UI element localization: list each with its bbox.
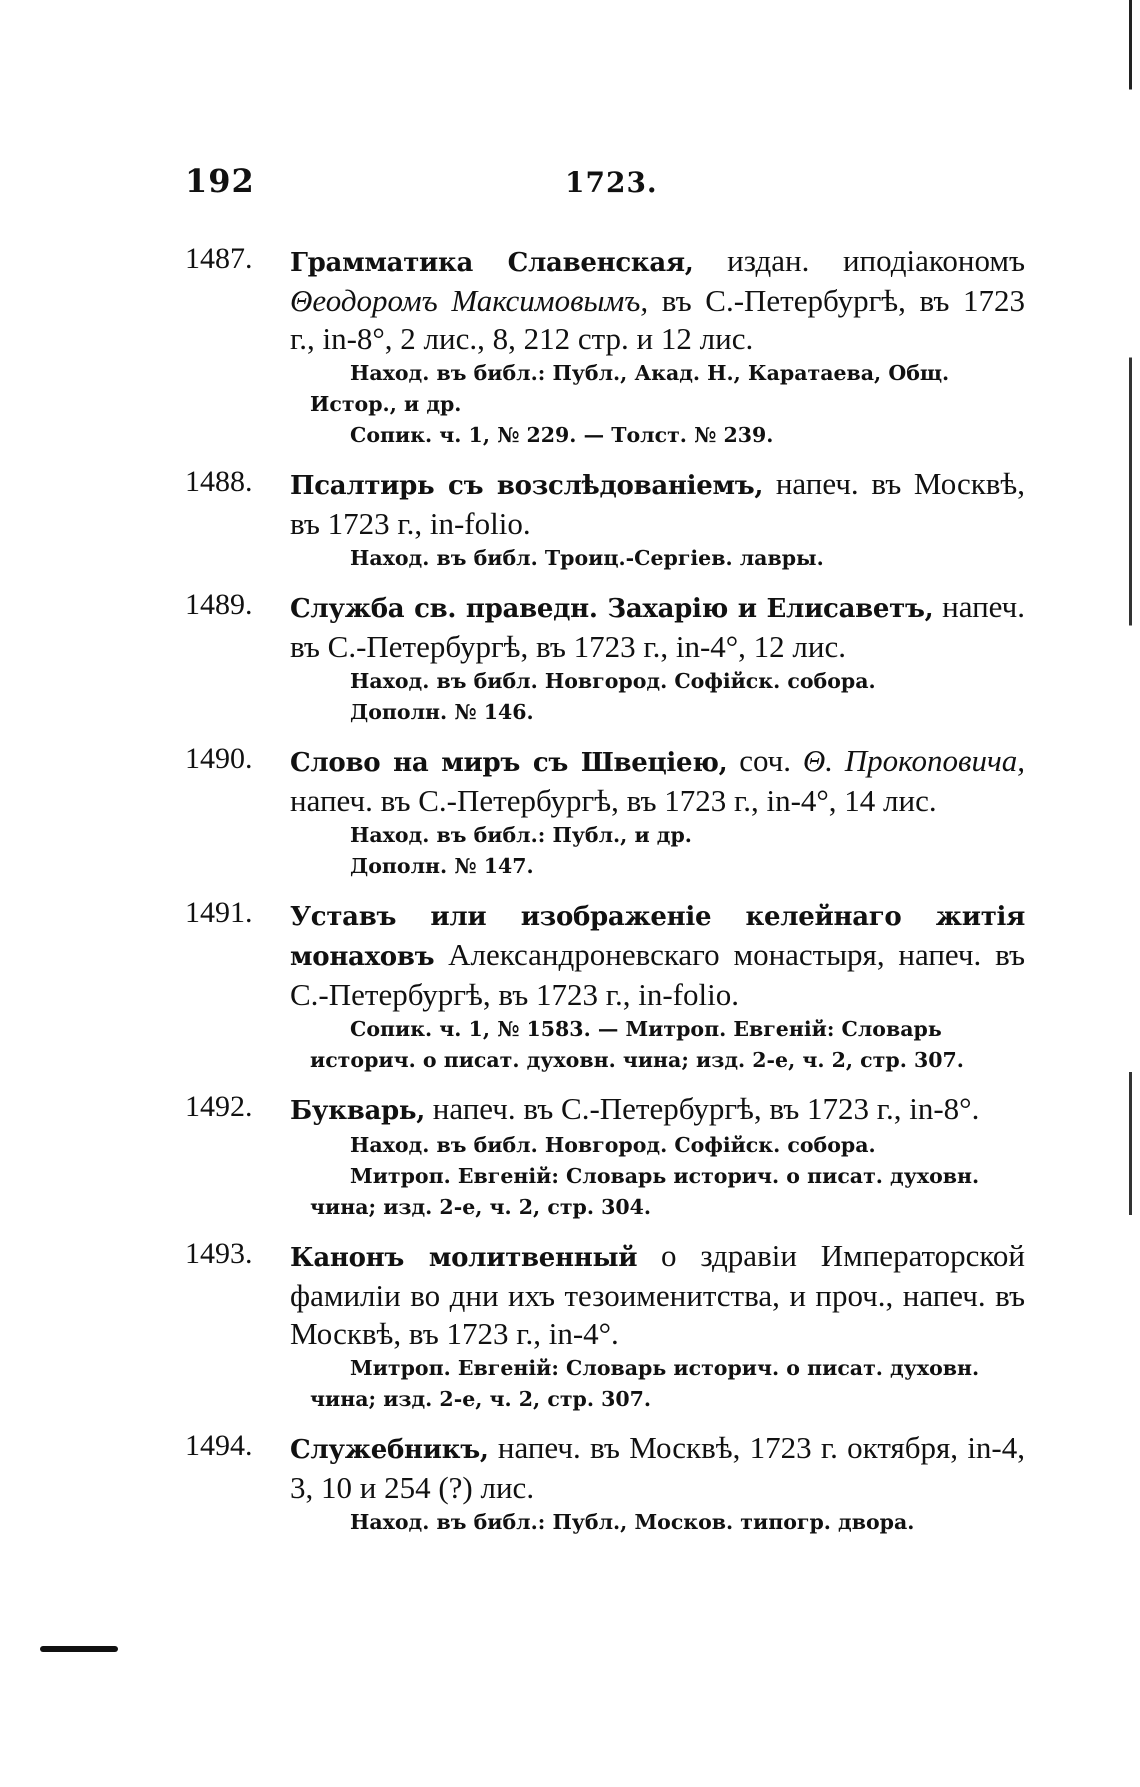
entry-body (290, 742, 1025, 820)
note-continuation: историч. о писат. духовн. чина; изд. 2-е, ч. 2, стр. 307. (310, 1048, 964, 1072)
entry-body (290, 1237, 1025, 1353)
entry-note (310, 1014, 1025, 1076)
entry-number: 1487. (185, 242, 253, 275)
entry-title: Канонъ молитвенный (290, 1243, 638, 1273)
entry-note (350, 666, 1025, 697)
note-continuation: Истор., и др. (310, 392, 462, 416)
entry-text: Александроневскаго монастыря, напеч. въ С.-Петербургѣ, въ 1723 г., in-folio. (290, 937, 1025, 1012)
bibliography-entry (185, 1429, 1025, 1538)
bibliography-list (185, 242, 1025, 1552)
running-year: 1723. (565, 166, 658, 199)
bibliography-entry (185, 465, 1025, 574)
entry-title: Букварь, (290, 1096, 426, 1126)
entry-note (350, 820, 1025, 851)
bibliography-entry (185, 242, 1025, 451)
bibliography-entry (185, 742, 1025, 882)
entry-number: 1493. (185, 1237, 253, 1270)
entry-text: о здравіи Императорской фамиліи во дни ихъ тезоименитства, и проч., напеч. въ Москвѣ, въ 1723 г., in-4°. (290, 1238, 1026, 1351)
note-text: Митроп. Евгеній: Словарь историч. о писат. духовн. (350, 1164, 980, 1188)
entry-author: Θеодоромъ Максимовымъ, (290, 283, 649, 318)
entry-text: напеч. въ С.-Петербургѣ, въ 1723 г., in-4°, 12 лис. (290, 589, 1026, 664)
entry-title: Слово на миръ съ Швеціею, (290, 748, 728, 778)
entry-body (290, 588, 1025, 666)
bibliography-entry (185, 588, 1025, 728)
margin-rule (40, 1646, 118, 1652)
bibliography-entry (185, 1237, 1025, 1415)
note-text: Митроп. Евгеній: Словарь историч. о писат. духовн. (350, 1356, 980, 1380)
entry-note (310, 1353, 1025, 1415)
entry-title: Грамматика Славенская, (290, 248, 694, 278)
entry-note (350, 851, 1025, 882)
entry-note (350, 420, 1025, 451)
entry-number: 1494. (185, 1429, 253, 1462)
entry-number: 1489. (185, 588, 253, 621)
entry-text: напеч. въ Москвѣ, 1723 г. октября, in-4, 3, 10 и 254 (?) лис. (290, 1430, 1025, 1505)
entry-note (350, 543, 1025, 574)
note-text: Наход. въ библ. Троиц.-Сергіев. лавры. (350, 546, 824, 570)
entry-number: 1490. (185, 742, 253, 775)
entry-text: издан. иподіакономъ (693, 243, 1026, 278)
entry-title: Уставъ или изображеніе келейнаго житія монаховъ (290, 902, 1025, 972)
note-continuation: чина; изд. 2-е, ч. 2, стр. 307. (310, 1387, 652, 1411)
note-text: Наход. въ библ. Новгород. Софійск. собора. (350, 669, 876, 693)
entry-text: соч. (727, 743, 803, 778)
entry-body (290, 896, 1025, 1014)
entry-title: Служебникъ, (290, 1435, 489, 1465)
entry-note (350, 697, 1025, 728)
note-text: Наход. въ библ.: Публ., и др. (350, 823, 692, 847)
bibliography-entry (185, 896, 1025, 1076)
entry-title: Служба св. праведн. Захарію и Елисаветъ, (290, 594, 934, 624)
note-text: Сопик. ч. 1, № 1583. — Митроп. Евгеній: Словарь (350, 1017, 942, 1041)
note-text: Дополн. № 146. (350, 700, 534, 724)
note-text: Наход. въ библ.: Публ., Акад. Н., Каратаева, Общ. (350, 361, 950, 385)
entry-text: напеч. въ С.-Петербургѣ, въ 1723 г., in-4°, 14 лис. (290, 783, 937, 818)
entry-note (350, 1507, 1025, 1538)
page-edge (1129, 0, 1132, 1787)
note-continuation: чина; изд. 2-е, ч. 2, стр. 304. (310, 1195, 652, 1219)
entry-text: въ С.-Петербургѣ, въ 1723 г., in-8°, 2 лис., 8, 212 стр. и 12 лис. (290, 283, 1026, 356)
entry-body (290, 465, 1025, 543)
note-text: Наход. въ библ.: Публ., Москов. типогр. двора. (350, 1510, 915, 1534)
note-text: Дополн. № 147. (350, 854, 534, 878)
entry-title: Псалтирь съ возслѣдованіемъ, (290, 471, 764, 501)
entry-number: 1488. (185, 465, 253, 498)
entry-text: напеч. въ Москвѣ, въ 1723 г., in-folio. (290, 466, 1026, 541)
note-text: Сопик. ч. 1, № 229. — Толст. № 239. (350, 423, 774, 447)
bibliography-entry (185, 1090, 1025, 1223)
entry-number: 1492. (185, 1090, 253, 1123)
running-header (185, 162, 1025, 212)
entry-body (290, 1090, 1025, 1130)
entry-text: напеч. въ С.-Петербургѣ, въ 1723 г., in-8°. (425, 1091, 980, 1126)
entry-note (310, 358, 1025, 420)
note-text: Наход. въ библ. Новгород. Софійск. собора. (350, 1133, 876, 1157)
entry-author: Θ. Прокоповича, (802, 743, 1025, 778)
entry-number: 1491. (185, 896, 253, 929)
entry-note (350, 1130, 1025, 1161)
entry-body (290, 242, 1025, 358)
page-number: 192 (185, 162, 255, 200)
entry-body (290, 1429, 1025, 1507)
entry-note (310, 1161, 1025, 1223)
